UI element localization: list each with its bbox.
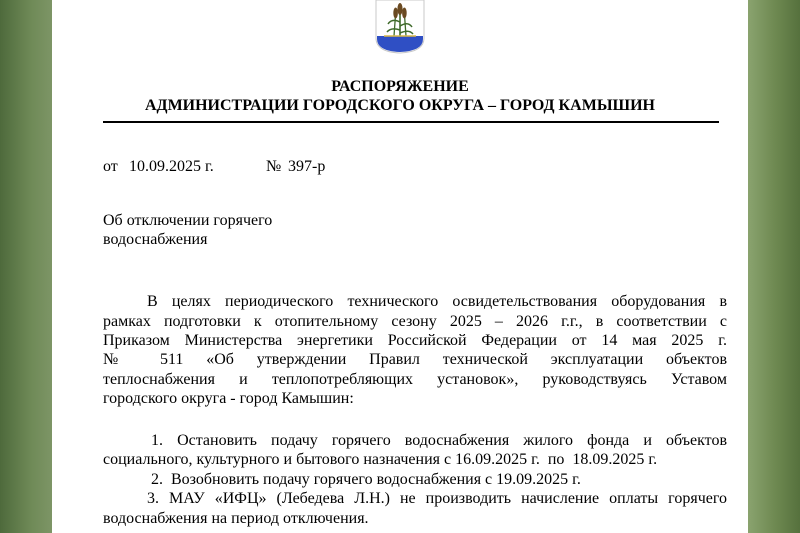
header-divider [103,121,719,123]
document-number: 397-р [288,158,326,175]
subject-line: водоснабжения [103,231,208,248]
document-date: 10.09.2025 г. [129,158,214,175]
subject-line: Об отключении горячего [103,212,273,229]
list-item-line: 3. МАУ «ИФЦ» (Лебедева Л.Н.) не производить начисление оплаты горячего [147,490,727,507]
preamble-line: городского округа - город Камышин: [103,390,354,407]
issuer-title: АДМИНИСТРАЦИИ ГОРОДСКОГО ОКРУГА – ГОРОД КАМЫШИН [145,97,655,114]
preamble-line: № 511 «Об утверждении Правил технической эксплуатации объектов [103,351,727,368]
number-label: № [266,158,282,175]
preamble-line: рамках подготовки к отопительному сезону 2025 – 2026 г.г., в соответствии с [103,313,727,330]
list-item-line: 2. Возобновить подачу горячего водоснабжения с 19.09.2025 г. [151,471,581,488]
list-item-line: социального, культурного и бытового назначения с 16.09.2025 г. по 18.09.2025 г. [103,451,658,468]
list-item-line: водоснабжения на период отключения. [103,510,369,527]
document-type-title: РАСПОРЯЖЕНИЕ [331,78,469,95]
document-page [52,0,748,533]
preamble-line: Приказом Министерства энергетики Российской Федерации от 14 мая 2025 г. [103,332,727,349]
background-left [0,0,52,533]
city-emblem-icon [374,0,426,54]
background-right [748,0,800,533]
preamble-line: В целях периодического технического освидетельствования оборудования в [147,293,727,310]
list-item-line: 1. Остановить подачу горячего водоснабжения жилого фонда и объектов [151,432,727,449]
date-label: от [103,158,118,175]
preamble-line: теплоснабжения и теплопотребляющих установок», руководствуясь Уставом [103,371,727,388]
